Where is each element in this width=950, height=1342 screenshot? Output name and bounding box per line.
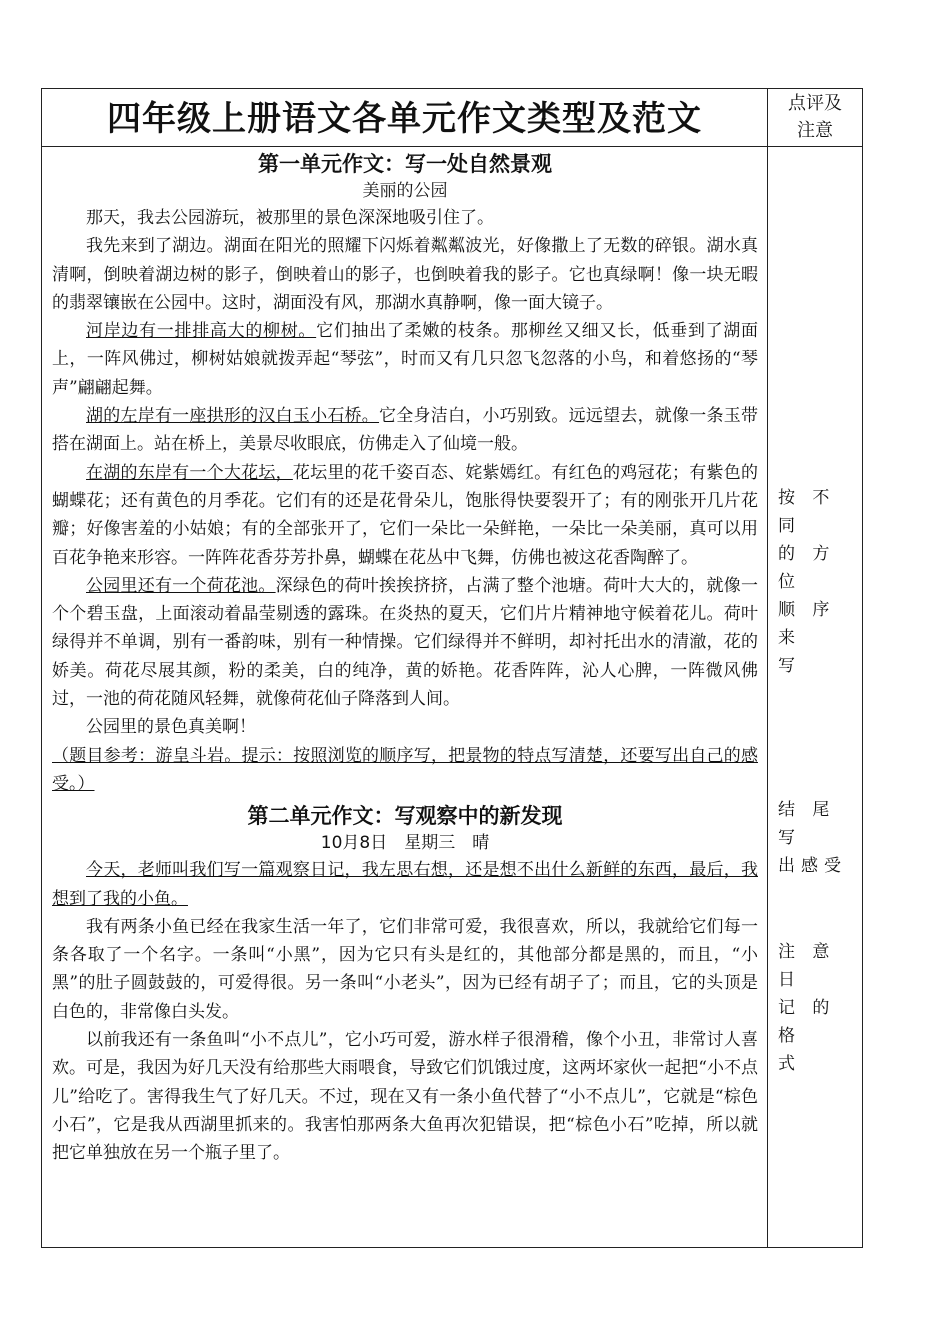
unit2-date-line: 10月8日 星期三 晴: [320, 833, 490, 854]
note-line: 记 的 格: [778, 998, 836, 1046]
unit2-paragraph-3: 以前我还有一条鱼叫“小不点儿”，它小巧可爱，游水样子很滑稽，像个小丑，非常讨人喜欢。可是，我因为好几天没有给那些大雨喂食，导致它们饥饿过度，这两坏家伙一起把“小不点儿”给吃了。害得我生气了好几天。不过，现在又有一条小鱼代替了“小不点儿”，它就是“棕色小石”，它是我从西湖里抓来的。我害怕那两条大鱼再次犯错误，把“棕色小石”吃掉，所以就把它单独放在另一个瓶子里了。: [52, 1030, 758, 1164]
column-divider: [767, 88, 768, 1248]
unit2-heading: 第二单元作文：写观察中的新发现: [247, 804, 563, 829]
unit1-paragraph-4: [52, 402, 758, 459]
unit1-p4-topic: 湖的左岸有一座拱形的汉白玉小石桥。: [86, 406, 380, 427]
unit1-paragraph-7: 公园里的景色真美啊！: [86, 717, 256, 738]
comment-header-line-1: 点评及: [788, 93, 842, 114]
unit1-p4-body: 它全身洁白，小巧别致。远远望去，就像一条玉带搭在湖面上。站在桥上，美景尽收眼底，仿佛走入了仙境一般。: [52, 406, 759, 455]
note-line: 按 不 同: [778, 488, 836, 536]
page-title: 四年级上册语文各单元作文类型及范文: [107, 99, 702, 139]
note-line: 注 意 日: [778, 942, 836, 990]
comment-column-header: [768, 90, 862, 144]
unit1-paragraph-2: 我先来到了湖边。湖面在阳光的照耀下闪烁着粼粼波光，好像撒上了无数的碎银。湖水真清啊，倒映着湖边树的影子，倒映着山的影子，也倒映着我的影子。它也真绿啊！像一块无暇的翡翠镶嵌在公园中。这时，湖面没有风，那湖水真静啊，像一面大镜子。: [52, 236, 758, 313]
comment-note-ending: [778, 796, 854, 880]
unit1-heading: 第一单元作文：写一处自然景观: [258, 152, 552, 176]
unit1-p6-topic: 公园里还有一个荷花池。: [86, 575, 276, 596]
comment-header-line-2: 注意: [797, 120, 833, 141]
header-divider: [41, 146, 863, 147]
unit2-paragraph-1: 今天，老师叫我们写一篇观察日记，我左思右想，还是想不出什么新鲜的东西，最后，我想到了我的小鱼。: [52, 860, 758, 909]
unit1-tip: （题目参考：游皇斗岩。提示：按照浏览的顺序写，把景物的特点写清楚，还要写出自己的感受。）: [52, 745, 758, 794]
unit1-paragraph-5: [52, 459, 758, 572]
unit1-p3-topic: 河岸边有一排排高大的柳树。: [86, 321, 317, 342]
unit1-paragraph-1: 那天，我去公园游玩，被那里的景色深深地吸引住了。: [86, 208, 494, 228]
essay-content: [52, 150, 758, 1168]
unit1-p3-body: 它们抽出了柔嫩的枝条。那柳丝又细又长，低垂到了湖面上，一阵风佛过，柳树姑娘就拨弄起“琴弦”，时而又有几只忽飞忽落的小鸟，和着悠扬的“琴声”翩翩起舞。: [52, 321, 759, 398]
comment-note-order: [778, 484, 854, 680]
comment-note-diary-format: [778, 938, 854, 1078]
note-line: 结 尾 写: [778, 800, 836, 848]
unit1-p5-body: 花坛里的花千姿百态、姹紫嫣红。有红色的鸡冠花；有紫色的蝴蝶花；还有黄色的月季花。它们有的还是花骨朵儿，饱胀得快要裂开了；有的刚张开几片花瓣；好像害羞的小姑娘；有的全部张开了，它们一朵比一朵鲜艳，一朵比一朵美丽，真可以用百花争艳来形容。一阵阵花香芬芳扑鼻，蝴蝶在花丛中飞舞，仿佛也被这花香陶醉了。: [52, 462, 759, 568]
unit1-paragraph-3: [52, 317, 758, 402]
note-line: 的 方 位: [778, 544, 836, 592]
unit1-p5-topic: 在湖的东岸有一个大花坛，: [86, 462, 293, 483]
unit2-paragraph-2: 我有两条小鱼已经在我家生活一年了，它们非常可爱，我很喜欢，所以，我就给它们每一条各取了一个名字。一条叫“小黑”，因为它只有头是红的，其他部分都是黑的，而且，“小黑”的肚子圆鼓鼓的，可爱得很。另一条叫“小老头”，因为已经有胡子了；而且，它的头顶是白色的，非常像白头发。: [52, 916, 758, 1022]
unit1-paragraph-6: [52, 572, 758, 713]
note-line: 写: [778, 656, 801, 676]
unit1-essay-title: 美丽的公园: [362, 181, 448, 201]
unit1-p6-body: 深绿色的荷叶挨挨挤挤，占满了整个池塘。荷叶大大的，就像一个个碧玉盘，上面滚动着晶莹剔透的露珠。在炎热的夏天，它们片片精神地守候着花儿。荷叶绿得并不单调，别有一番韵味，别有一种情操。它们绿得并不鲜明，却衬托出水的清澈，花的娇美。荷花尽展其颜，粉的柔美，白的纯净，黄的娇艳。花香阵阵，沁人心脾，一阵微风佛过，一池的荷花随风轻舞，就像荷花仙子降落到人间。: [52, 575, 759, 710]
note-line: 出感受: [778, 856, 847, 876]
note-line: 顺 序 来: [778, 600, 836, 648]
note-line: 式: [778, 1054, 801, 1074]
